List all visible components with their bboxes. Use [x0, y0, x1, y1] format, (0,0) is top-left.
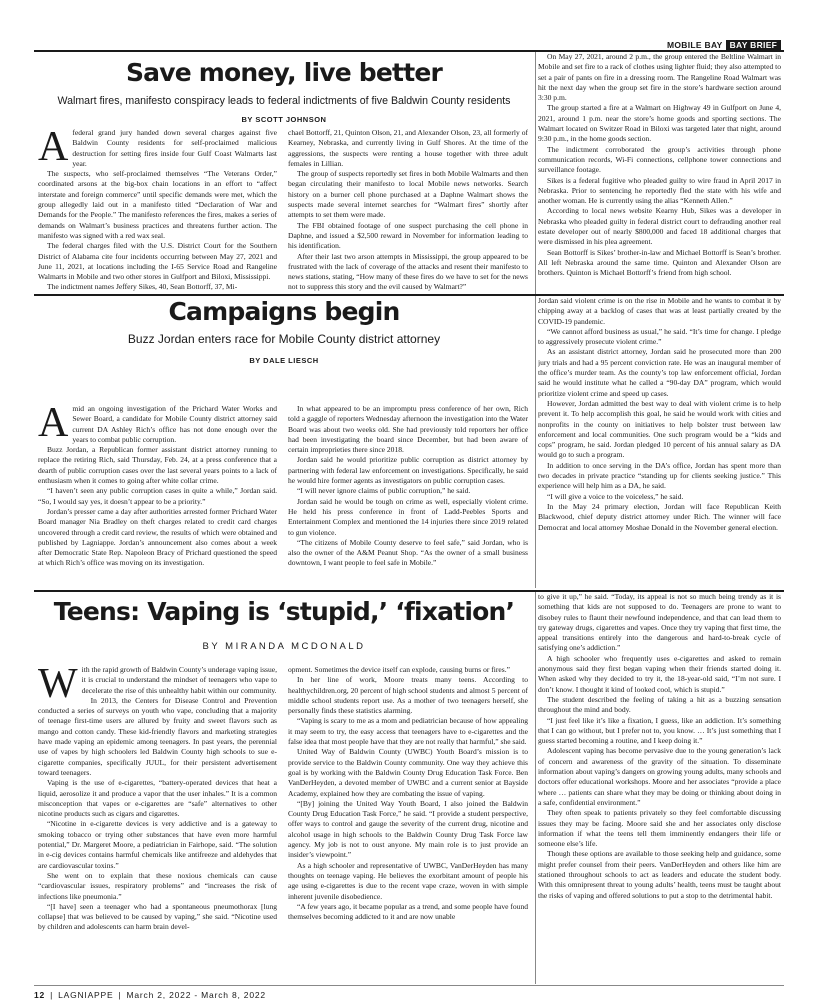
article1-col2	[288, 128, 528, 292]
page-number: 12	[34, 990, 46, 1000]
article1-col3	[538, 52, 781, 292]
article1-col1	[38, 128, 277, 292]
paragraph: United Way of Baldwin County (UWBC) Youth Board’s mission is to provide service to the Baldwin County community. One way they achieve this goal is by working with the Baldwin County Drug Education Task Force. Ben VanDerHeyden, a devoted member of UWBC and a current senior at Bayside Academy, explained how they are combating the issue of vaping.	[288, 747, 528, 798]
footer-separator: |	[118, 990, 122, 1000]
paragraph: In her line of work, Moore treats many teens. According to healthychildren.org, 20 percent of high school students and almost 5 percent of middle school students report use. As a mother of two teenagers herself, she personally finds these statistics alarming.	[288, 675, 528, 716]
paragraph: “A few years ago, it became popular as a trend, and some people have found themselves becoming addicted to it and are now unable	[288, 901, 528, 922]
paragraph: The indictment names Jeffery Sikes, 40, Sean Bottorff, 37, Mi-	[47, 282, 238, 292]
column-divider	[535, 296, 536, 588]
paragraph: The federal charges filed with the U.S. District Court for the Southern District of Alabama cite four incidents occurring between May 27, 2021 and June 11, 2021, at locations including the I-65 Service Road and Rangeline Walmarts in Mobile and two other stores in Gulfport and Biloxi, Mississippi.	[38, 241, 277, 282]
paragraph: The indictment corroborated the group’s activities through phone communication records, Wi-Fi connections, cellphone tower connections and surveillance footage.	[538, 144, 781, 175]
article3-drop-cap: W	[38, 665, 78, 707]
column-divider	[535, 52, 536, 294]
paragraph: Adolescent vaping has become pervasive due to the young generation’s lack of concern and awareness of the gravity of the situation. To disseminate information about vaping’s dangers on growing young adults, many schools and doctors offer educational workshops. Moore and her associates “provide a place where … patients can share what they may be doing or thinking about doing in a safe, confidential environment.”	[538, 746, 781, 807]
paragraph: “I will give a voice to the voiceless,” he said.	[547, 491, 684, 501]
article1-drop-cap: A	[38, 128, 69, 170]
paragraph: mid an ongoing investigation of the Prichard Water Works and Sewer Board, a candidate for Mobile County district attorney said current DA Ashley Rich’s office has not done enough over the years to combat public corruption.	[72, 404, 277, 444]
paragraph: Sikes is a federal fugitive who pleaded guilty to wire fraud in April 2017 in Nebraska. Prior to sentencing he reportedly fled the state with his wife and another woman. He is currently using the alias “Kenneth Allen.”	[538, 175, 781, 206]
column-divider	[535, 592, 536, 984]
article2-col1	[38, 404, 277, 586]
article3-byline: BY MIRANDA MCDONALD	[202, 641, 366, 652]
paragraph: federal grand jury handed down several charges against five Baldwin County residents for self-proclaimed malicious destruction for setting fires inside four Gulf Coast Walmarts last year.	[72, 128, 277, 168]
paragraph: However, Jordan admitted the best way to deal with violent crime is to help prevent it. To help accomplish this goal, he said he would work with cities and nonprofits in the county on initiatives to help bolster trust between law enforcement and local communities. One such program would be a “kids and cops” program, he said. Jordan pledged 10 percent of his annual salary as DA would go to such a program.	[538, 398, 781, 460]
paragraph: “[By] joining the United Way Youth Board, I also joined the Baldwin County Drug Education Task Force,” he said. “I provide a student perspective, offer ways to control and gauge the severity of the current drug, nicotine and alcohol usage in high schools to the Baldwin County Drug Task Force law agency. My job is not to oust anyone. My main role is to just provide an insider’s viewpoint.”	[288, 798, 528, 860]
footer-separator: |	[50, 990, 54, 1000]
paragraph: Jordan said he would prioritize public corruption as district attorney by partnering with federal law enforcement on investigations. Specifically, he said he would hire former agents as investigators on public corruption cases.	[288, 455, 528, 486]
section-header-left: MOBILE BAY	[667, 40, 723, 50]
paragraph: She went on to explain that these noxious chemicals can cause “cardiovascular issues, respiratory problems” and “increases the risk of infections like pneumonia.”	[38, 870, 277, 901]
paragraph: Jordan’s presser came a day after authorities arrested former Prichard Water Board manager Nia Bradley on theft charges related to credit card charges uncovered through a credit card review, the results of which were obtained and published by Lagniappe. Jordan’s announcement also comes about a week after Democratic State Rep. Napoleon Bracy of Prichard questioned the speed at which Rich’s office was moving on its investigation.	[38, 506, 277, 568]
article3-col1	[38, 665, 277, 983]
paragraph: ith the rapid growth of Baldwin County’s underage vaping issue, it is crucial to understand the mindset of teenagers who vape to decelerate the rise of this unhealthy habit within our community.	[81, 665, 277, 695]
article2-headline: Campaigns begin	[168, 297, 400, 326]
article1-byline: BY SCOTT JOHNSON	[241, 115, 327, 124]
article3-headline: Teens: Vaping is ‘stupid,’ ‘fixation’	[53, 597, 515, 626]
section-header-right: BAY BRIEF	[726, 40, 782, 50]
paragraph: opment. Sometimes the device itself can explode, causing burns or fires.”	[288, 665, 510, 674]
paragraph: On May 27, 2021, around 2 p.m., the group entered the Beltline Walmart in Mobile and set fire to a rack of clothes using lighter fluid; they also attempted to set a pair of pants on fire in a dressing room. The Rangeline Road Walmart was hit the next day when the group set fire in the store’s hardware section around 3:30 p.m.	[538, 52, 781, 103]
article3-col3	[538, 592, 781, 983]
paragraph: “We cannot afford business as usual,” he said. “It’s time for change. I pledge to aggressively prosecute violent crime.”	[538, 326, 781, 347]
page-footer	[34, 989, 266, 1001]
paragraph: Sean Bottorff is Sikes’ brother-in-law and Michael Bottorff is Sean’s brother. All left Nebraska around the same time. Quinton and Alexander Olson are brothers. Quinton is Michael Bottorff’s friend from high school.	[538, 247, 781, 278]
publication-name: LAGNIAPPE	[58, 990, 114, 1000]
article2-byline: BY DALE LIESCH	[249, 356, 319, 365]
paragraph: In addition to once serving in the DA’s office, Jordan has spent more than two decades in private practice “standing up for clients seeking justice.” This experience will help him as a DA, he said.	[538, 460, 781, 491]
article3-col2	[288, 665, 528, 983]
paragraph: Though these options are available to those seeking help and guidance, some might prefer counsel from their peers. VanDerHeyden and others like him are stationed throughout schools to act as leaders and educate the student body. With this omnipresent threat to young adults’ health, teens must be taught about the risks of vaping and offered solutions to put a stop to the detrimental habit.	[538, 849, 781, 900]
article1-deck: Walmart fires, manifesto conspiracy leads to federal indictments of five Baldwin County residents	[57, 95, 511, 107]
paragraph: Jordan said he would be tough on crime as well, especially violent crime. He held his press conference in front of Ladd-Peebles Sports and Entertainment Complex and mentioned the 14 injuries there since 2019 related to gun violence.	[288, 496, 528, 537]
paragraph: As a high schooler and representative of UWBC, VanDerHeyden has many thoughts on teenage vaping. He believes the exorbitant amount of people his age using e-cigarettes is due to the recent vape craze, woven in with simple inherent juvenile disobedience.	[288, 860, 528, 901]
article2-deck: Buzz Jordan enters race for Mobile County district attorney	[127, 332, 441, 346]
paragraph: After their last two arson attempts in Mississippi, the group appeared to be frustrated with the lack of coverage of the attacks and resent their manifesto to news stations, stating, “How many of these fires do we have to set for the news not to suppress this story and the evil caused by Walmart?”	[288, 251, 528, 292]
paragraph: “[I have] seen a teenager who had a spontaneous pneumothorax [lung collapse] that was believed to be caused by vaping,” she said. “Nicotine used by children and adolescents can harm brain devel-	[38, 901, 277, 932]
paragraph: “Vaping is scary to me as a mom and pediatrician because of how appealing it may seem to try, the easy access that teenagers have to e-cigarettes and the false idea that most people have that they are not really that harmful,” she said.	[288, 716, 528, 747]
paragraph: In the May 24 primary election, Jordan will face Republican Keith Blackwood, chief deputy district attorney under Rich. The winner will face Democrat and local attorney Moshae Donald in the November general election.	[538, 501, 781, 532]
paragraph: Buzz Jordan, a Republican former assistant district attorney running to replace the retiring Rich, said Thursday, Feb. 24, at a press conference that a dearth of public corruption cases over the last several years points to a lack of enthusiasm when it comes to going after white collar crime.	[38, 445, 277, 486]
paragraph: In 2013, the Centers for Disease Control and Prevention conducted a series of surveys on youth who vape, concluding that a majority of teenage first-time users are allured by fruity and sweet flavors such as mango and cotton candy. These kid-friendly flavors and marketing strategies have made vaping an epidemic among teenagers. In past years, the perennial use of vapes by high schoolers led Baldwin County high schools to sue e-cigarette companies, specifically JUUL, for their persistent advertisement toward teenagers.	[38, 695, 277, 777]
paragraph: The student described the feeling of taking a hit as a buzzing sensation throughout the mind and body.	[538, 694, 781, 715]
paragraph: They often speak to patients privately so they feel comfortable discussing issues they may be facing. Moore said she and her associates only disclose information if what the teens tell them imminently endangers their life or someone else’s life.	[538, 808, 781, 849]
paragraph: The suspects, who self-proclaimed themselves “The Veterans Order,” coordinated arsons at the big-box chain locations in an effort to “affect interstate and foreign commerce” until specific demands were met, which the group allegedly laid out in a manifesto titled “Declaration of War and Demands for the People.” The manifesto references the fires, makes a series of demands on Walmart’s business practices and threatens further action. The manifesto was signed with a red wax seal.	[38, 169, 277, 240]
paragraph: “Nicotine in e-cigarette devices is very addictive and is a gateway to smoking tobacco or trying other substances that have even more harmful potential,” Dr. Margeret Moore, a pediatrician in Fairhope, said. “The solution in e-cig devices contains harmful chemicals like antifreeze and aldehydes that are cardiovascular toxins.”	[38, 819, 277, 870]
paragraph: to give it up,” he said. “Today, its appeal is not so much being trendy as it is something that kids are not supposed to do. Teenagers are prone to want to disobey rules to flaunt their newfound independence, and that can lead them to try gateway drugs, cigarettes and vapes. Once they try vaping that first time, the appeal transitions entirely into the dangerous and hard-to-break cycle of satisfying one’s addiction.”	[538, 592, 781, 653]
paragraph: As an assistant district attorney, Jordan said he prosecuted more than 200 jury trials and had a 95 percent conviction rate. He was an inaugural member of the office’s murder team. As the county’s top law enforcement official, Jordan said he would institute what he called a “90-day DA” program, which would prioritize violent crime and speed up cases.	[538, 347, 781, 398]
paragraph: In what appeared to be an impromptu press conference of her own, Rich told a gaggle of reporters Wednesday afternoon the investigation into the Water Board was about two weeks old. She had previously told reporters her office had been investigating the board since December, but had been aware of certain improprieties there since 2018.	[288, 404, 528, 455]
paragraph: Jordan said violent crime is on the rise in Mobile and he wants to combat it by chipping away at a backlog of cases that was at least partially created by the COVID-19 pandemic.	[538, 296, 781, 326]
paragraph: “I will never ignore claims of public corruption,” he said.	[297, 486, 471, 496]
article1-headline: Save money, live better	[125, 58, 443, 87]
section-header	[664, 40, 781, 50]
paragraph: The group of suspects reportedly set fires in both Mobile Walmarts and then began circulating their manifesto to local Mobile news networks. Search history on a burner cell phone purchased at a Daphne Walmart shows the suspects made several internet searches for “Walmart fires” shortly after attempts to set them were made.	[288, 169, 528, 220]
article2-col2	[288, 404, 528, 586]
paragraph: “I haven’t seen any public corruption cases in quite a while,” Jordan said. “So, I would say yes, it doesn’t appear to be a priority.”	[38, 486, 277, 506]
paragraph: Vaping is the use of e-cigarettes, “battery-operated devices that heat a liquid, aerosolize it and produce a vapor that the user inhales.” It is a common misconception that vapes or e-cigarettes are “safe” alternatives to other nicotine products such as cigars and cigarettes.	[38, 778, 277, 819]
paragraph: chael Bottorff, 21, Quinton Olson, 21, and Alexander Olson, 23, all formerly of Kearney, Nebraska, and currently living in Gulf Shores. At the time of the aggressions, the suspects were renting a house together with three adult females in Lillian.	[288, 128, 528, 168]
paragraph: “I just feel like it’s like a fixation, I guess, like an addiction. It’s something that I can go without, but I prefer not to, you know. … It’s just something that I guess started becoming a routine, and I keep doing it.”	[538, 715, 781, 746]
footer-rule	[34, 985, 784, 986]
paragraph: “The citizens of Mobile County deserve to feel safe,” said Jordan, who is also the owner of the A&M Peanut Shop. “As the owner of a small business downtown, I want people to feel safe in Mobile.”	[288, 537, 528, 568]
paragraph: The group started a fire at a Walmart on Highway 49 in Gulfport on June 4, 2021, around 1 p.m. near the store’s home goods and sporting sections. The Walmart located on Switzer Road in Biloxi was targeted later that night, around 9:30 p.m., in the home goods section.	[538, 103, 781, 144]
issue-dates: March 2, 2022 - March 8, 2022	[126, 990, 266, 1000]
paragraph: The FBI obtained footage of one suspect purchasing the cell phone in Daphne, and issued a $2,500 reward in November for information leading to his identification.	[288, 220, 528, 251]
article2-drop-cap: A	[38, 404, 69, 446]
paragraph: According to local news website Kearny Hub, Sikes was a developer in Nebraska who pleaded guilty in federal district court to defrauding another real estate developer out of nearly $800,000 and faced 18 additional charges that were dismissed in his plea agreement.	[538, 206, 781, 247]
paragraph: A high schooler who frequently uses e-cigarettes and asked to remain anonymous said they first began vaping when their friends started doing it. When asked why they decided to try it, the 18-year-old said, “I’m not sure. I don’t know. I thought it kind of looked cool, which is stupid.”	[538, 653, 781, 694]
article2-col3	[538, 296, 781, 588]
